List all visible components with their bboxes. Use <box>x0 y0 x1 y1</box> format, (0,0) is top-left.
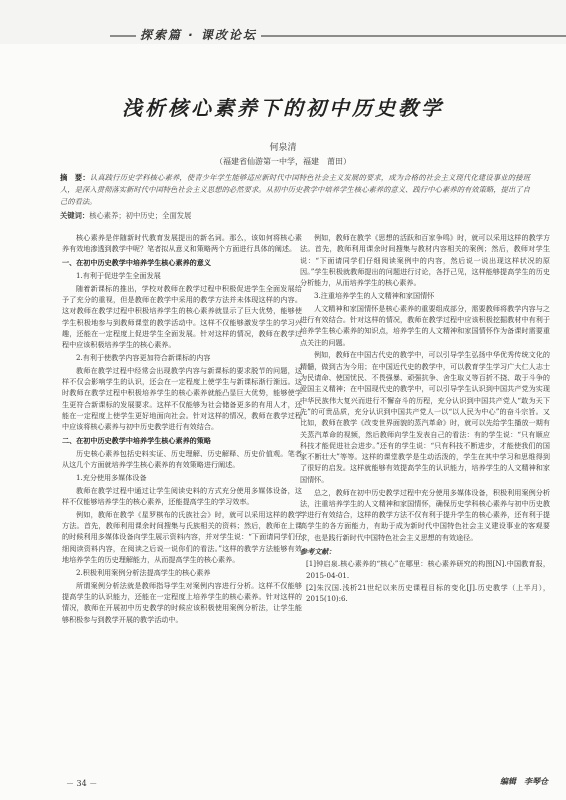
paragraph: 教师在教学过程中经常会出现教学内容与新课标的要求脱节的问题，这样不仅会影响学生的认识，还会在一定程度上使学生与新课标渐行渐远。这时教师在教学过程中积极培养学生的核心素养就能凸显巨大优势，能够使学生更符合新课标的发展要求。这样不仅能够为社会储备更多的有用人才，还能在一定程度上使学生更好地面向社会。针对这样的情况，教师在教学过程中应该将核心素养与初中历史教学进行有效结合。 <box>62 365 302 432</box>
right-column <box>300 232 550 606</box>
page-number: － 34 － <box>66 779 98 788</box>
paragraph: 例如，教师在教学《星罗棋布的氏族社会》时，就可以采用这样的教学方法。首先，教师利用课余时间搜集与氏族相关的资料；然后，教师在上课的时候利用多媒体设备向学生展示资料内容，并对学生说：“下面请同学们仔细阅读资料内容，在阅读之后说一说你们的看法。”这样的教学方法能够有效地培养学生的历史理解能力，从而提高学生的核心素养。 <box>62 509 302 565</box>
paragraph: 所谓案例分析法就是教师指导学生对案例内容进行分析。这样不仅能够提高学生的认识能力，还能在一定程度上培养学生的核心素养。针对这样的情况，教师在开展初中历史教学的时候应该积极使用案例分析法，让学生能够积极参与到教学开展的教学活动中。 <box>62 580 302 624</box>
section-heading: 2.有利于使教学内容更加符合新课标的内容 <box>76 352 211 362</box>
paragraph: 例如，教师在中国古代史的教学中，可以引导学生弘扬中华优秀传统文化的精髓，做到古为今用；在中国近代史的教学中，可以教育学生学习广大仁人志士为民请命、使国忧民、不畏强暴、顽强抗争、舍生取义等百折不挠、敢于斗争的爱国主义精神；在中国现代史的教学中，可以引导学生认识到中国共产党为实现中华民族伟大复兴而进行不懈奋斗的历程，充分认识到中国共产党人“敢为天下先”的可贵品质，充分认识到中国共产党人一以“以人民为中心”的奋斗宗旨。又比如，教师在教学《改变世界面貌的蒸汽革命》时，就可以先给学生播放一期有关蒸汽革命的视频，然后教师向学生发表自己的看法：有的学生说：“只有顺应科技才能促进社会进步。”还有的学生说：“只有科技不断进步，才能使我们的国家不断壮大”等等。这样的课堂教学是生动活泼的，学生在其中学习和思维得到了很好的启发。这样就能够有效提高学生的认识能力，培养学生的人文精神和家国情怀。 <box>300 350 550 484</box>
section-heading: 一、在初中历史教学中培养学生核心素养的意义 <box>62 258 211 268</box>
paragraph: 人文精神和家国情怀是核心素养的重要组成部分，需要教师将教学内容与之进行有效结合。针对这样的情况，教师在教学过程中应该积极挖掘教材中有利于培养学生核心素养的知识点，培养学生的人文精神和家国情怀作为备课时需要重点关注的问题。 <box>300 303 550 347</box>
abstract <box>60 172 530 208</box>
reference-item: [2]朱汉国.浅析21世纪以来历史课程目标的变化[J].历史教学（上半月），2015(10):6. <box>306 582 550 604</box>
reference-item: [1]钟启泉.核心素养的“核心”在哪里：核心素养研究的构图[N].中国教育报，2015-04-01. <box>306 559 550 580</box>
editor-credit: 编辑 李琴仓 <box>500 776 548 786</box>
section-heading: 1.有利于促进学生全面发展 <box>76 270 161 280</box>
left-column <box>62 232 302 626</box>
keywords-text: 核心素养；初中历史；全面发展 <box>89 211 192 220</box>
abstract-label: 摘 要： <box>60 173 90 182</box>
header-bar <box>0 0 566 44</box>
author-name: 何泉清 <box>269 143 297 153</box>
section-heading: 2.积极利用案例分析法提高学生的核心素养 <box>76 567 211 577</box>
references-title: 参考文献： <box>300 547 336 557</box>
paragraph: 核心素养是伴随新时代教育发展提出的新名词。那么，该如何将核心素养有效地渗透到教学中呢？笔者拟从意义和策略两个方面进行具体的阐述。 <box>62 233 302 254</box>
section-label: 探索篇 · 课改论坛 <box>136 26 261 43</box>
paragraph: 总之，教师在初中历史教学过程中充分使用多媒体设备，积极利用案例分析法，注重培养学生的人文精神和家国情怀，确保历史学科核心素养与初中历史教学进行有效结合，这样的教学方法不仅有利于提升学生的核心素养，还有利于提高学生的各方面能力，有助于成为新时代中国特色社会主义建设事业的客观要求，也是践行新时代中国特色社会主义思想的有效途径。 <box>300 487 550 542</box>
abstract-text: 认真践行历史学科核心素养，使青少年学生能够适应新时代中国特色社会主义发展的要求，成为合格的社会主义现代化建设事业的接班人，是深入贯彻落实新时代中国特色社会主义思想的必然要求。从初中历史教学中培养学生核心素养的意义、践行中心素养的有效策略，提出了自己的看法。 <box>60 173 531 206</box>
keywords-label: 关键词： <box>60 211 90 220</box>
section-heading: 1.充分使用多媒体设备 <box>76 472 147 482</box>
paragraph: 例如，教师在教学《思想的活跃和百家争鸣》时，就可以采用这样的教学方法。首先，教师利用课余时间搜集与教材内容相关的案例；然后，教师对学生说：“下面请同学们仔细阅读案例中的内容，然后说一说出现这样状况的原因。”学生积极就教师提出的问题进行讨论，各抒己见，这样能够提高学生的历史分析能力，从而培养学生的核心素养。 <box>300 233 550 288</box>
paragraph: 随着新课标的推出，学校对教师在教学过程中积极促进学生全面发展给予了充分的重视，但是教师在教学中采用的教学方法并未体现这样的内容。这对教师在教学过程中积极培养学生的核心素养就显示了巨大优势，能够使学生积极地参与到教师课堂的教学活动中。这样不仅能够激发学生的学习兴趣，还能在一定程度上促进学生全面发展。针对这样的情况，教师在教学过程中应该积极培养学生的核心素养。 <box>62 283 302 350</box>
article-title: 浅析核心素养下的初中历史教学 <box>122 96 444 120</box>
section-heading: 3.注重培养学生的人文精神和家国情怀 <box>314 290 435 300</box>
keywords <box>60 210 530 222</box>
paragraph: 历史核心素养包括史料实证、历史理解、历史解释、历史价值观。笔者从这几个方面就培养学生核心素养的有效策略进行阐述。 <box>62 448 302 470</box>
paragraph: 教师在教学过程中通过让学生阅读史料的方式充分使用多媒体设备，这样不仅能够培养学生的核心素养，还能提高学生的学习效率。 <box>62 485 302 507</box>
section-heading: 二、在初中历史教学中培养学生核心素养的策略 <box>62 436 211 446</box>
author-affiliation: （福建省仙游第一中学，福建 莆田） <box>215 157 351 166</box>
